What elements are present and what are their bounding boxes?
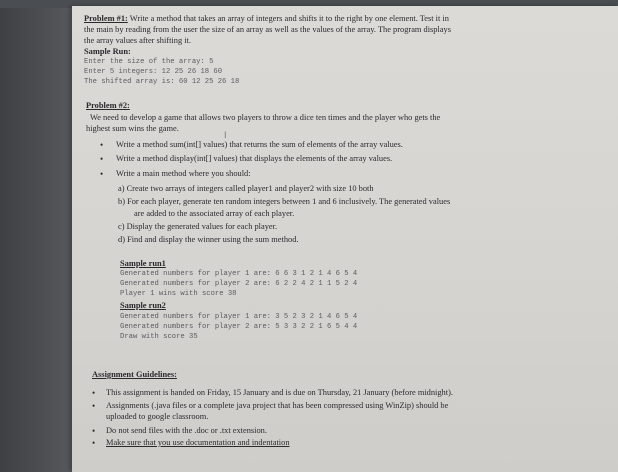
bullet-icon: • [100, 169, 104, 179]
bullet-icon: • [100, 140, 104, 150]
step-item-continuation: are added to the associated array of each player. [134, 209, 295, 218]
guideline-item: Do not send files with the .doc or .txt extension. [106, 426, 267, 435]
guideline-item: This assignment is handed on Friday, 15 January and is due on Thursday, 21 January (before midnight). [106, 388, 453, 397]
assignment-sheet [72, 6, 618, 472]
problem1-line3: the array values after shifting it. [84, 36, 191, 45]
step-item: d) Find and display the winner using the sum method. [118, 235, 299, 244]
bullet-icon: • [92, 438, 96, 448]
problem1-heading [84, 14, 449, 25]
problem2-title: Problem #2: [86, 101, 130, 110]
step-item: c) Display the generated values for each player. [118, 222, 278, 231]
sample-run-line: Enter the size of the array: 5 [84, 58, 214, 66]
guideline-item: Assignments (.java files or a complete java project that has been compressed using WinZip) should be [106, 401, 449, 410]
sample-run1-line: Player 1 wins with score 38 [120, 290, 237, 298]
requirement-item: Write a method sum(int[] values) that returns the sum of elements of the array values. [116, 140, 403, 149]
problem1-title: Problem #1: [84, 14, 128, 23]
sample-run2-line: Draw with score 35 [120, 333, 198, 341]
problem2-intro-line1: We need to develop a game that allows two players to throw a dice ten times and the player who gets the [90, 113, 441, 122]
problem1-line1: Write a method that takes an array of integers and shifts it to the right by one element. Test it in [129, 14, 449, 23]
guidelines-title: Assignment Guidelines: [92, 370, 177, 379]
sample-run1-title: Sample run1 [120, 259, 166, 268]
bullet-icon: • [92, 401, 96, 411]
sample-run2-line: Generated numbers for player 1 are: 3 5 2 3 2 1 4 6 5 4 [120, 313, 358, 321]
bullet-icon: • [100, 154, 104, 164]
guideline-item-continuation: uploaded to google classroom. [106, 412, 209, 421]
bullet-icon: • [92, 388, 96, 398]
sample-run1-line: Generated numbers for player 1 are: 6 6 3 1 2 1 4 6 5 4 [120, 270, 358, 278]
sample-run-line: Enter 5 integers: 12 25 26 18 60 [84, 68, 223, 76]
text-cursor-icon: I [224, 130, 227, 140]
requirement-item: Write a main method where you should: [116, 169, 251, 178]
sample-run-line: The shifted array is: 60 12 25 26 18 [84, 78, 240, 86]
sample-run2-line: Generated numbers for player 2 are: 5 3 3 2 2 1 6 5 4 4 [120, 323, 358, 331]
problem1-line2: the main by reading from the user the size of an array as well as the values of the array. The program displays [84, 25, 451, 34]
step-item: b) For each player, generate ten random integers between 1 and 6 inclusively. The generated values [118, 197, 451, 206]
bullet-icon: • [92, 426, 96, 436]
requirement-item: Write a method display(int[] values) that displays the elements of the array values. [116, 154, 393, 163]
step-item: a) Create two arrays of integers called player1 and player2 with size 10 both [118, 184, 374, 193]
desk-background [0, 0, 70, 472]
sample-run-title: Sample Run: [84, 47, 131, 56]
guideline-item: Make sure that you use documentation and indentation [106, 438, 290, 447]
sample-run1-line: Generated numbers for player 2 are: 6 2 2 4 2 1 1 5 2 4 [120, 280, 358, 288]
problem2-intro-line2: highest sum wins the game. [86, 124, 179, 133]
sample-run2-title: Sample run2 [120, 301, 166, 310]
